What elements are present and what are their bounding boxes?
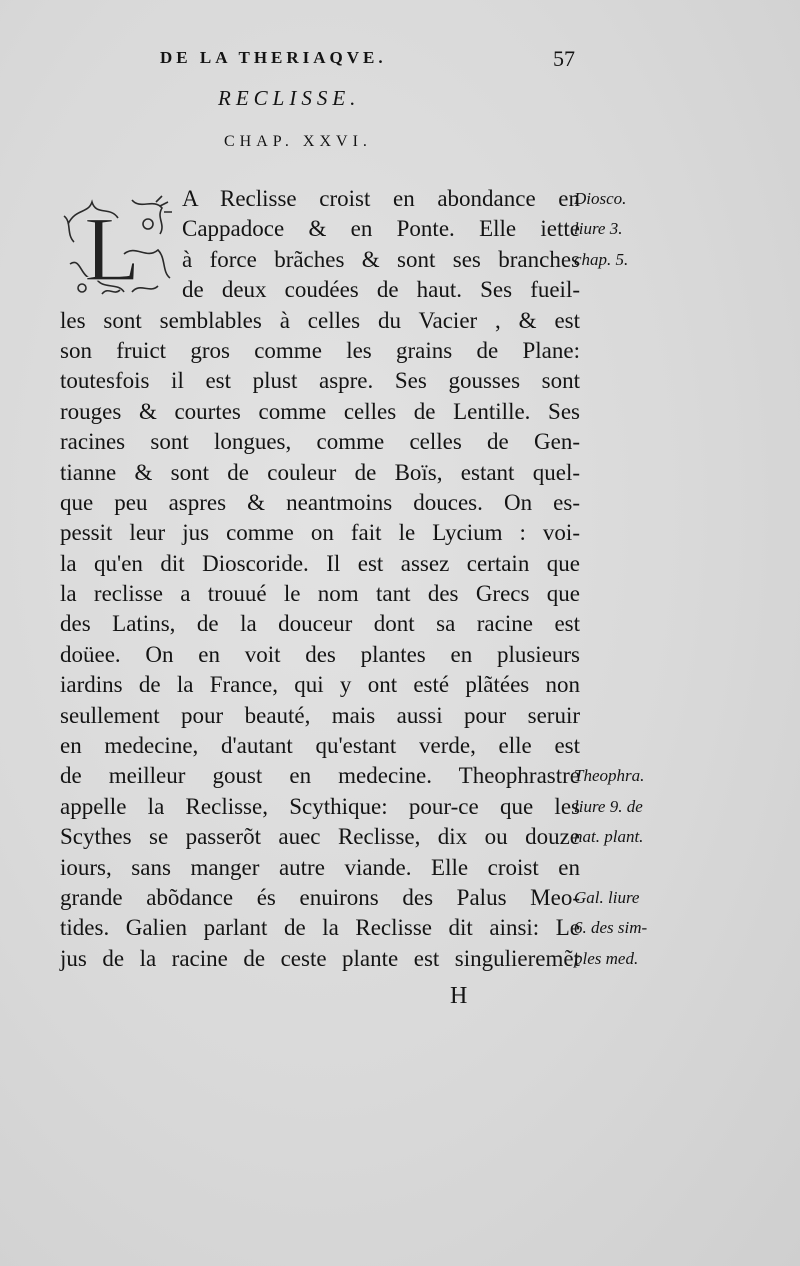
text-line: son fruict gros comme les grains de Plane:	[60, 337, 580, 363]
text-line: de deux coudées de haut. Ses fueil-	[182, 277, 580, 303]
margin-spacer	[574, 336, 684, 366]
page-number: 57	[553, 46, 575, 71]
running-title: DE LA THERIAQVE.	[160, 48, 387, 67]
text-line: pessit leur jus comme on fait le Lycium : voi-	[60, 520, 580, 546]
text-line: des Latins, de la douceur dont sa racine est	[60, 611, 580, 637]
text-line: toutesfois il est plust aspre. Ses gousses sont	[60, 368, 580, 394]
text-line: seullement pour beauté, mais aussi pour seruir	[60, 702, 580, 728]
margin-note: liure 9. de	[574, 796, 643, 816]
margin-note: Gal. liure	[574, 887, 640, 907]
text-line: à force brãches & sont ses branches	[182, 246, 580, 272]
text-line: les sont semblables à celles du Vacier , & est	[60, 307, 580, 333]
text-line: iours, sans manger autre viande. Elle croist en	[60, 854, 580, 880]
text-line: que peu aspres & neantmoins douces. On es-	[60, 489, 580, 515]
margin-spacer	[574, 458, 684, 488]
margin-spacer	[574, 609, 684, 639]
text-line: jus de la racine de ceste plante est singulieremẽt	[60, 945, 580, 971]
section-title: RECLISSE.	[218, 86, 361, 110]
margin-notes	[574, 184, 684, 974]
margin-spacer	[574, 397, 684, 427]
margin-spacer	[574, 640, 684, 670]
margin-note: Theophra.	[574, 766, 645, 786]
text-line: tianne & sont de couleur de Boïs, estant quel-	[60, 459, 580, 485]
page-header	[160, 44, 575, 78]
text-line: la qu'en dit Dioscoride. Il est assez certain que	[60, 550, 580, 576]
margin-spacer	[574, 427, 684, 457]
text-line: rouges & courtes comme celles de Lentille. Ses	[60, 398, 580, 424]
margin-spacer	[574, 701, 684, 731]
text-line: doüee. On en voit des plantes en plusieurs	[60, 641, 580, 667]
margin-spacer	[574, 306, 684, 336]
margin-spacer	[574, 549, 684, 579]
text-line: appelle la Reclisse, Scythique: pour-ce que les	[60, 793, 580, 819]
margin-note: Diosco.	[574, 189, 627, 208]
margin-spacer	[574, 579, 684, 609]
text-line: A Reclisse croist en abondance en	[182, 186, 580, 211]
margin-spacer	[574, 366, 684, 396]
margin-spacer	[574, 488, 684, 518]
margin-spacer	[574, 518, 684, 548]
margin-note: chap. 5.	[574, 249, 629, 269]
text-line: Cappadoce & en Ponte. Elle iette	[182, 216, 580, 242]
margin-spacer	[574, 853, 684, 883]
text-line: iardins de la France, qui y ont esté plãtées non	[60, 672, 580, 698]
margin-note: 6. des sim-	[574, 918, 648, 938]
signature-mark: H	[450, 983, 468, 1009]
chapter-heading: CHAP. XXVI.	[224, 133, 372, 150]
text-line: en medecine, d'autant qu'estant verde, elle est	[60, 733, 580, 759]
main-text	[60, 184, 580, 974]
margin-note: liure 3.	[574, 219, 623, 239]
text-line: la reclisse a trouué le nom tant des Grecs que	[60, 581, 580, 607]
text-line: grande abõdance és enuirons des Palus Meo-	[60, 884, 580, 910]
margin-spacer	[574, 275, 684, 305]
text-line: racines sont longues, comme celles de Gen-	[60, 429, 580, 455]
margin-spacer	[574, 731, 684, 761]
initial-letter: L	[84, 198, 141, 300]
text-line: de meilleur goust en medecine. Theophrastre	[60, 763, 580, 789]
text-line: tides. Galien parlant de la Reclisse dit ainsi: Le	[60, 915, 580, 941]
margin-note: ples med.	[574, 948, 639, 968]
margin-spacer	[574, 670, 684, 700]
text-line: Scythes se passerõt auec Reclisse, dix ou douze	[60, 824, 580, 850]
margin-note: nat. plant.	[574, 827, 644, 847]
